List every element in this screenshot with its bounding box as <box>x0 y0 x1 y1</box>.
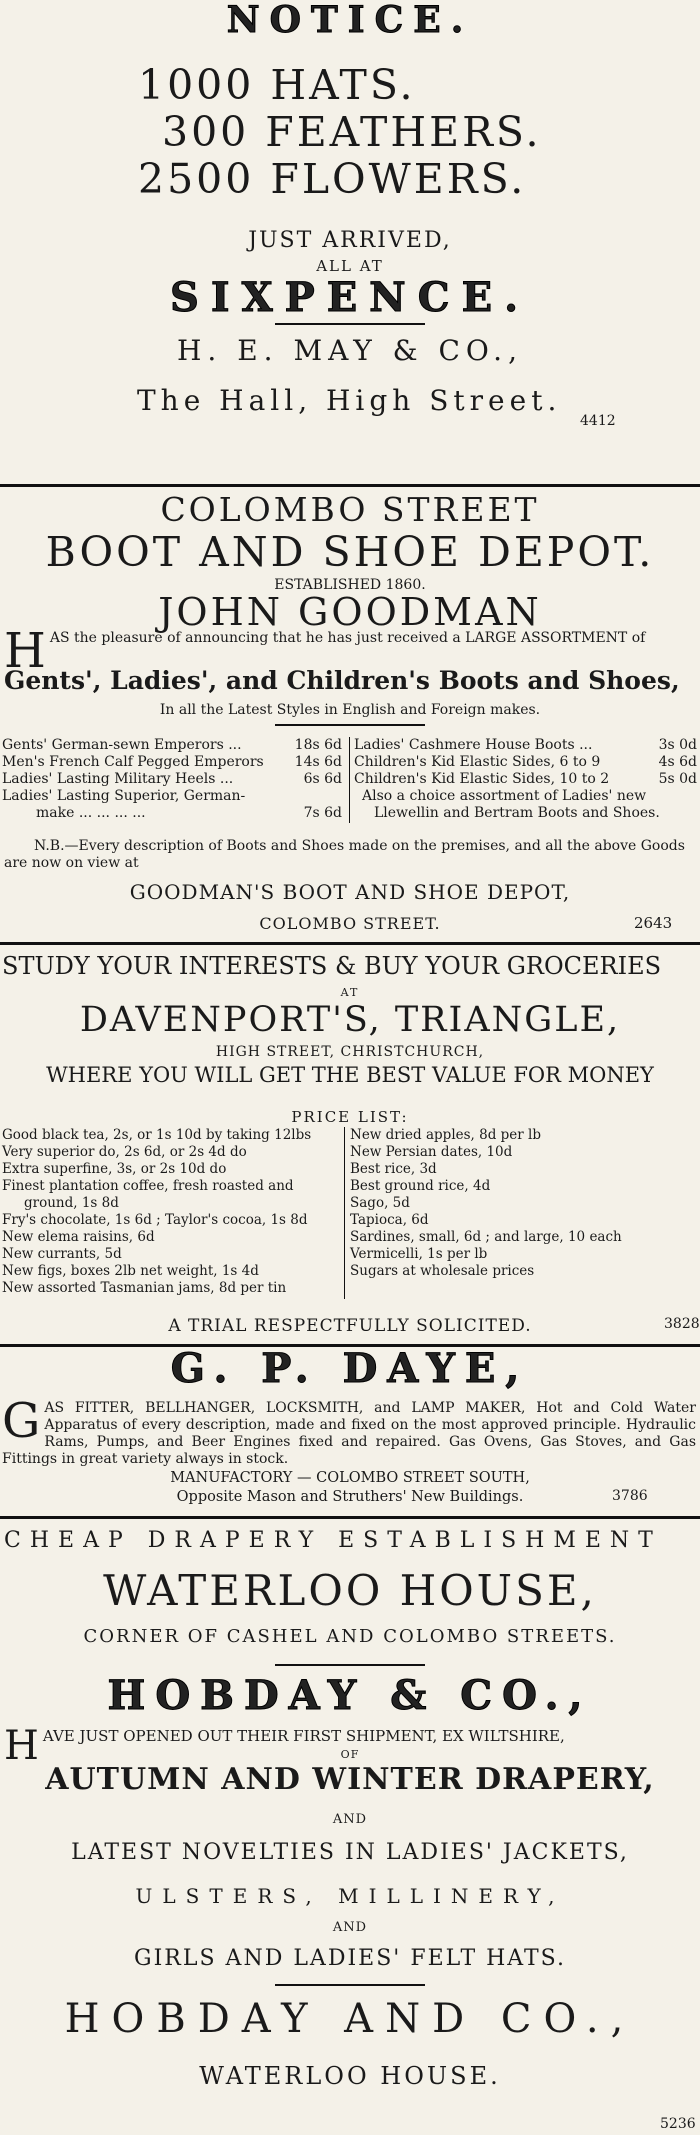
divider <box>275 724 425 726</box>
section-rule <box>0 1516 700 1519</box>
ref-number: 3828 <box>664 1316 700 1332</box>
item-price <box>290 788 342 805</box>
hobday-of: OF <box>340 1748 360 1761</box>
item-name: Children's Kid Elastic Sides, 6 to 9 <box>354 754 601 770</box>
cheap-drapery: CHEAP DRAPERY ESTABLISHMENT <box>4 1528 662 1553</box>
groceries-at: AT <box>340 986 360 999</box>
boot-depot-name: GOODMAN'S BOOT AND SHOE DEPOT, <box>129 880 571 904</box>
item-price: 4s 6d <box>658 754 697 770</box>
boot-left-list <box>2 737 342 822</box>
hobday-and-co: HOBDAY AND CO., <box>64 1996 636 2042</box>
item-price: 18s 6d <box>294 737 342 753</box>
waterloo-house-2: WATERLOO HOUSE. <box>199 2062 501 2090</box>
item-name: Also a choice assortment of Ladies' new <box>362 788 647 804</box>
groceries-headline: STUDY YOUR INTERESTS & BUY YOUR GROCERIES <box>2 952 662 980</box>
just-arrived: JUST ARRIVED, <box>248 228 452 253</box>
ulsters-millinery: ULSTERS, MILLINERY, <box>135 1884 565 1908</box>
list-item: New Persian dates, 10d <box>350 1144 513 1160</box>
ref-number: 3786 <box>612 1488 648 1504</box>
column-divider <box>349 737 350 823</box>
notice-line-flowers: 2500 FLOWERS. <box>138 155 527 203</box>
list-item <box>354 788 697 805</box>
list-item <box>2 754 342 771</box>
boot-street: COLOMBO STREET <box>160 490 540 529</box>
firm-name: H. E. MAY & CO., <box>177 334 523 367</box>
item-price: 6s 6d <box>303 771 342 787</box>
item-name: Ladies' Lasting Military Heels ... <box>2 771 234 787</box>
trial-solicited: A TRIAL RESPECTFULLY SOLICITED. <box>168 1316 532 1336</box>
notice-lines <box>138 62 598 203</box>
list-item <box>354 771 697 788</box>
daye-body <box>2 1393 696 1468</box>
item-price: 3s 0d <box>658 737 697 753</box>
and-2: AND <box>332 1920 368 1935</box>
item-name: Gents' German-sewn Emperors ... <box>2 737 242 753</box>
list-item <box>354 754 697 771</box>
list-item: Extra superfine, 3s, or 2s 10d do <box>2 1161 227 1177</box>
list-item: New dried apples, 8d per lb <box>350 1127 541 1143</box>
corner-streets: CORNER OF CASHEL AND COLOMBO STREETS. <box>83 1626 617 1647</box>
boot-depot-title: BOOT AND SHOE DEPOT. <box>45 528 655 576</box>
list-item <box>2 771 342 788</box>
shop-address: HIGH STREET, CHRISTCHURCH, <box>215 1044 485 1060</box>
section-rule <box>0 484 700 487</box>
price-list-heading: PRICE LIST: <box>291 1108 409 1126</box>
list-item: Best rice, 3d <box>350 1161 437 1177</box>
divider <box>275 1984 425 1986</box>
list-item: Tapioca, 6d <box>350 1212 429 1228</box>
notice-line-feathers: 300 FEATHERS. <box>162 108 542 156</box>
latest-novelties: LATEST NOVELTIES IN LADIES' JACKETS, <box>71 1840 629 1865</box>
boot-styles: In all the Latest Styles in English and Foreign makes. <box>159 702 541 718</box>
autumn-winter: AUTUMN AND WINTER DRAPERY, <box>45 1762 655 1797</box>
list-item: ground, 1s 8d <box>24 1195 119 1211</box>
daye-heading: G. P. DAYE, <box>170 1345 530 1392</box>
boot-intro <box>4 623 694 679</box>
drop-cap: H <box>4 623 46 679</box>
divider <box>275 323 425 325</box>
firm-address: The Hall, High Street. <box>137 384 562 417</box>
ref-number: 2643 <box>634 914 673 932</box>
boot-intro-text: AS the pleasure of announcing that he has just received a LARGE ASSORTMENT of <box>49 630 646 646</box>
item-name: Children's Kid Elastic Sides, 10 to 2 <box>354 771 610 787</box>
list-item: New assorted Tasmanian jams, 8d per tin <box>2 1280 287 1296</box>
item-name: make ... ... ... ... <box>36 805 146 821</box>
list-item: Very superior do, 2s 6d, or 2s 4d do <box>2 1144 247 1160</box>
boot-right-list <box>354 737 697 822</box>
ref-number: 4412 <box>580 413 616 429</box>
shop-name: DAVENPORT'S, TRIANGLE, <box>79 1000 621 1040</box>
item-price: 14s 6d <box>294 754 342 770</box>
list-item: Finest plantation coffee, fresh roasted and <box>2 1178 294 1194</box>
daye-opposite: Opposite Mason and Struthers' New Buildings. <box>176 1489 524 1505</box>
list-item: Sugars at wholesale prices <box>350 1263 535 1279</box>
drop-cap: G <box>2 1393 41 1449</box>
list-item: New figs, boxes 2lb net weight, 1s 4d <box>2 1263 259 1279</box>
ref-number: 5236 <box>660 2116 696 2132</box>
list-item: Sago, 5d <box>350 1195 410 1211</box>
waterloo-house: WATERLOO HOUSE, <box>103 1566 597 1615</box>
item-price: 5s 0d <box>658 771 697 787</box>
list-item: Sardines, small, 6d ; and large, 10 each <box>350 1229 622 1245</box>
boot-depot-street: COLOMBO STREET. <box>259 914 441 933</box>
sixpence-heading: SIXPENCE. <box>169 274 530 321</box>
column-divider <box>344 1127 345 1299</box>
list-item: Fry's chocolate, 1s 6d ; Taylor's cocoa, 1s 8d <box>2 1212 308 1228</box>
drop-cap: H <box>4 1723 39 1769</box>
list-item: New elema raisins, 6d <box>2 1229 155 1245</box>
list-item: Best ground rice, 4d <box>350 1178 491 1194</box>
felt-hats: GIRLS AND LADIES' FELT HATS. <box>134 1946 566 1971</box>
list-item: New currants, 5d <box>2 1246 122 1262</box>
list-item <box>354 737 697 754</box>
boot-nb: N.B.—Every description of Boots and Shoes made on the premises, and all the above Goods are now on view at <box>4 838 685 871</box>
all-at: ALL AT <box>316 257 384 275</box>
grocery-right-list <box>350 1127 698 1280</box>
divider <box>275 1664 425 1666</box>
notice-heading: NOTICE. <box>226 0 474 41</box>
list-item <box>2 788 342 805</box>
list-item <box>354 805 697 822</box>
item-name: Ladies' Cashmere House Boots ... <box>354 737 593 753</box>
item-name: Men's French Calf Pegged Emperors <box>2 754 264 770</box>
boot-goods: Gents', Ladies', and Children's Boots and Shoes, <box>4 666 680 695</box>
hobday-opened-text: AVE JUST OPENED OUT THEIR FIRST SHIPMENT, EX WILTSHIRE, <box>42 1727 565 1745</box>
notice-line-hats: 1000 HATS. <box>138 61 416 109</box>
hobday-heading: HOBDAY & CO., <box>107 1672 593 1719</box>
list-item: Vermicelli, 1s per lb <box>350 1246 488 1262</box>
and-1: AND <box>332 1812 368 1827</box>
owner-name: JOHN GOODMAN <box>158 590 542 634</box>
established: ESTABLISHED 1860. <box>274 577 426 593</box>
daye-body-text: AS FITTER, BELLHANGER, LOCKSMITH, and LAMP MAKER, Hot and Cold Water Apparatus of every description, made and fixed on the most approved principle. Hydraulic Rams, Pumps, and Beer Engines fixed and repaired. Gas Ovens, Gas Stoves, and Gas Fittings in great variety always in stock. <box>2 1400 696 1467</box>
item-name: Llewellin and Bertram Boots and Shoes. <box>374 805 660 821</box>
list-item <box>2 737 342 754</box>
item-name: Ladies' Lasting Superior, German- <box>2 788 246 804</box>
item-price: 7s 6d <box>303 805 342 821</box>
section-rule <box>0 942 700 945</box>
list-item: Good black tea, 2s, or 1s 10d by taking 12lbs <box>2 1127 312 1143</box>
best-value: WHERE YOU WILL GET THE BEST VALUE FOR MONEY <box>46 1063 654 1087</box>
daye-manufactory: MANUFACTORY — COLOMBO STREET SOUTH, <box>170 1470 530 1486</box>
grocery-left-list <box>2 1127 342 1297</box>
list-item <box>2 805 342 822</box>
